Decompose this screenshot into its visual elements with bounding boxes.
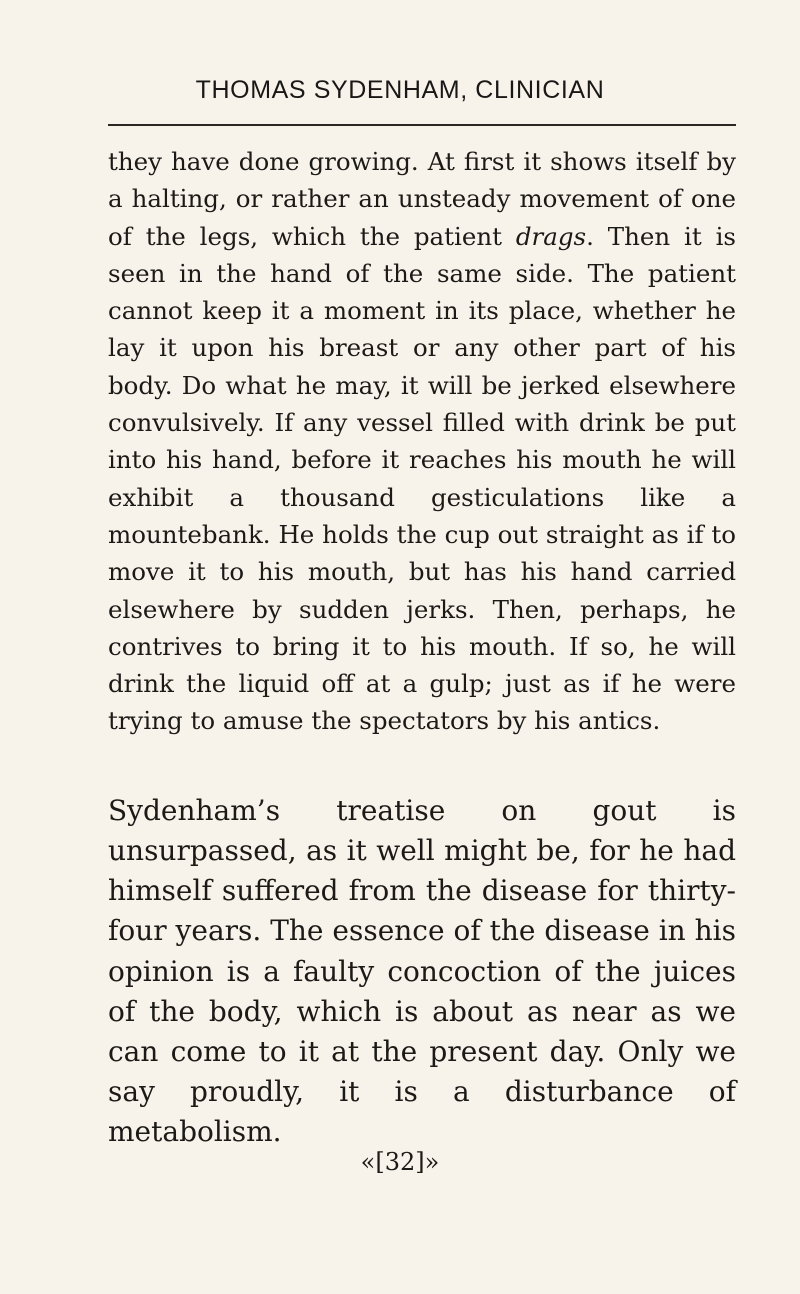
emphasis-drags: drags xyxy=(515,221,587,251)
paragraph-1-text-a: they have done growing. At first it shows itself by a halting, or rather an unsteady movement of one of the legs, which the patient xyxy=(108,147,736,251)
paragraph-1-text-b: . Then it is seen in the hand of the same side. The patient cannot keep it a moment in its place, whether he lay it upon his breast or any other part of his body. Do what he may, it will be jerked elsewhere convulsively. If any vessel filled with drink be put into his hand, before it reaches his mouth he will exhibit a thousand gesticulations like a mountebank. He holds the cup out straight as if to move it to his mouth, but has his hand carried elsewhere by sudden jerks. Then, perhaps, he contrives to bring it to his mouth. If so, he will drink the liquid off at a gulp; just as if he were trying to amuse the spectators by his antics. xyxy=(108,221,736,736)
body-text xyxy=(108,143,736,1153)
page-number: «[32]» xyxy=(360,1148,440,1176)
header-rule xyxy=(108,124,736,126)
paragraph-1 xyxy=(108,143,736,740)
running-head: THOMAS SYDENHAM, CLINICIAN xyxy=(195,76,605,104)
paragraph-2: Sydenham’s treatise on gout is unsurpassed, as it well might be, for he had himself suffered from the disease for thirty-four years. The essence of the disease in his opinion is a faulty concoction of the juices of the body, which is about as near as we can come to it at the present day. Only we say proudly, it is a disturbance of metabolism. xyxy=(108,793,736,1149)
